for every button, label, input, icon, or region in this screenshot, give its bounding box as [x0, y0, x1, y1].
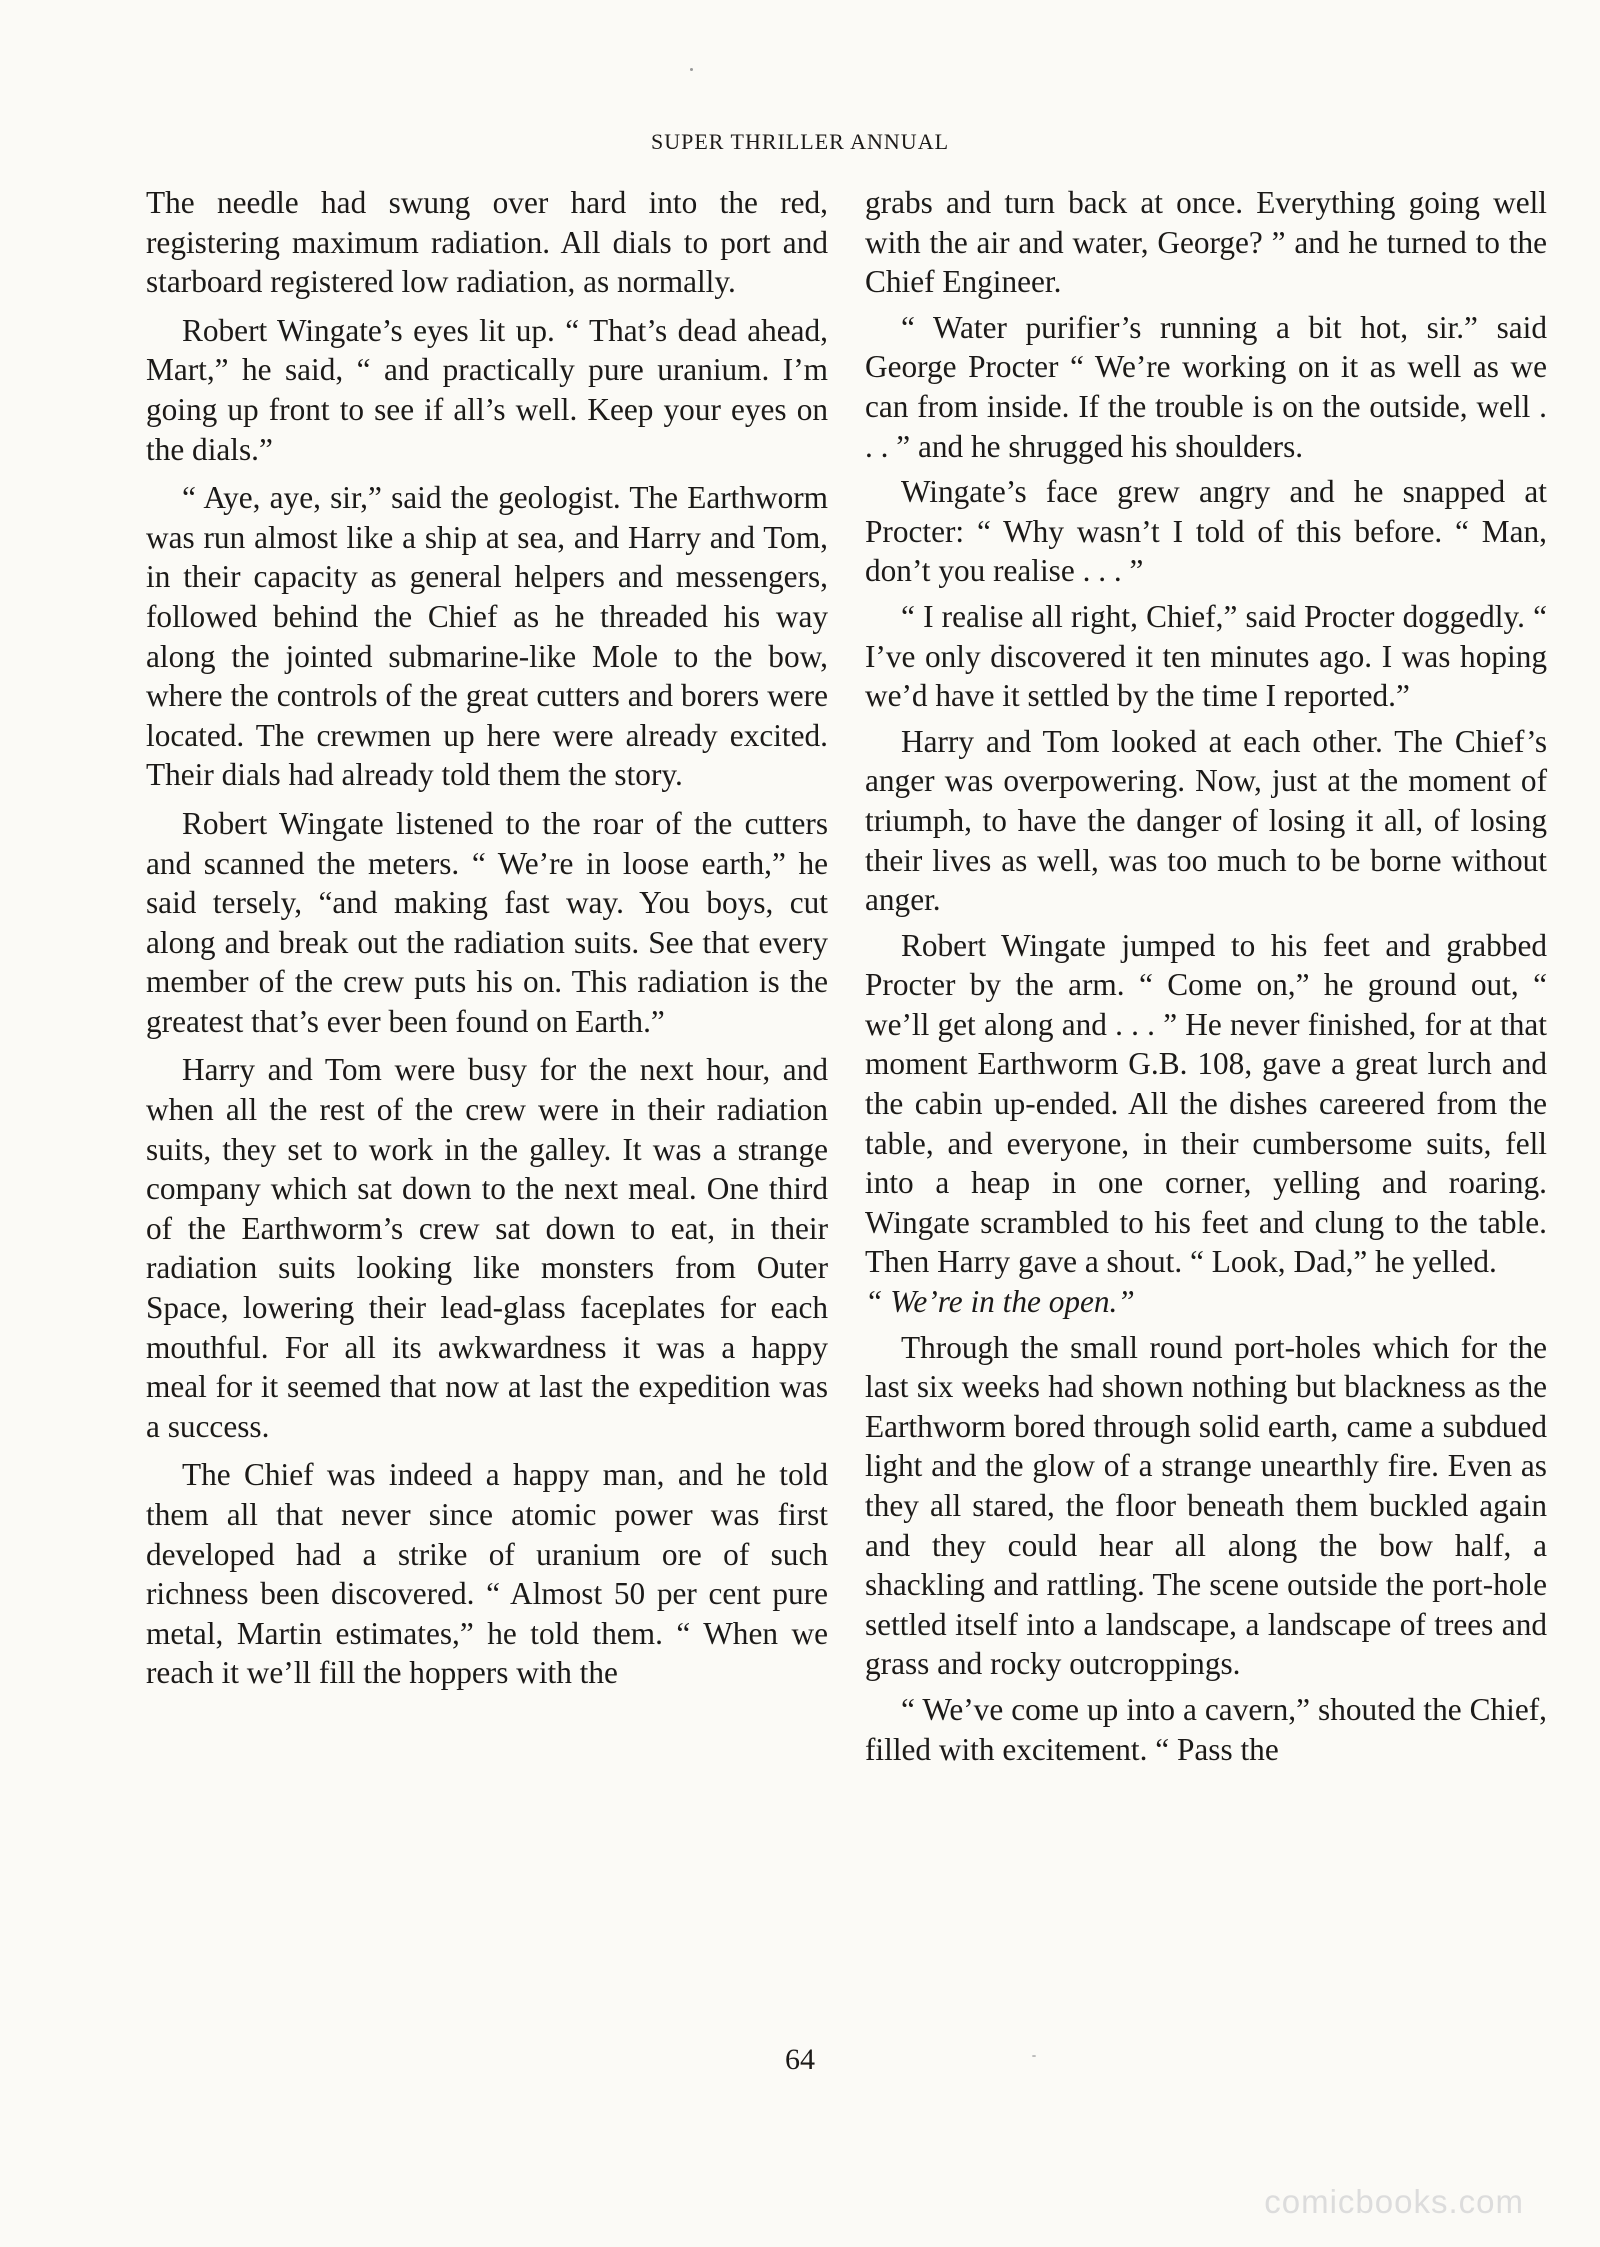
left-column — [146, 183, 828, 1693]
paragraph: “ Water purifier’s running a bit hot, sir.” said George Procter “ We’re working on it as well as we can from inside. If the trouble is on the outside, well . . . ” and he shrugged his shoulders. — [865, 309, 1547, 464]
page-number: 64 — [785, 2043, 815, 2076]
paragraph: Through the small round port-holes which for the last six weeks had shown nothing but blackness as the Earthworm bored through solid earth, came a subdued light and the glow of a strange unearthly fire. Even as they all stared, the floor beneath them buckled again and they could hear all along the bow half, a shackling and rattling. The scene outside the port-hole settled itself into a landscape, a landscape of trees and grass and rocky outcroppings. — [865, 1329, 1547, 1682]
paragraph: Robert Wingate jumped to his feet and grabbed Procter by the arm. “ Come on,” he ground out, “ we’ll get along and . . . ” He never finished, for at that moment Earthworm G.B. 108, gave a great lurch and the cabin up-ended. All the dishes careered from the table, and everyone, in their cumbersome suits, fell into a heap in one corner, yelling and roaring. Wingate scrambled to his feet and clung to the table. Then Harry gave a shout. “ Look, Dad,” he yelled. — [865, 927, 1547, 1280]
paragraph: Harry and Tom looked at each other. The Chief’s anger was overpowering. Now, just at the moment of triumph, to have the danger of losing it all, of losing their lives as well, was too much to be borne without anger. — [865, 723, 1547, 918]
paragraph: The Chief was indeed a happy man, and he told them all that never since atomic power was first developed had a strike of uranium ore of such richness been discovered. “ Almost 50 per cent pure metal, Martin estimates,” he told them. “ When we reach it we’ll fill the hoppers with the — [146, 1457, 828, 1691]
running-header: SUPER THRILLER ANNUAL — [650, 129, 950, 154]
paragraph: “ I realise all right, Chief,” said Procter doggedly. “ I’ve only discovered it ten minutes ago. I was hoping we’d have it settled by the time I reported.” — [865, 598, 1547, 714]
paragraph: Robert Wingate listened to the roar of the cutters and scanned the meters. “ We’re in loose earth,” he said tersely, “and making fast way. You boys, cut along and break out the radiation suits. See that every member of the crew puts his on. This radiation is the greatest that’s ever been found on Earth.” — [146, 805, 828, 1039]
paragraph: The needle had swung over hard into the red, registering maximum radiation. All dials to port and starboard registered low radiation, as normally. — [146, 185, 828, 300]
paragraph: Wingate’s face grew angry and he snapped at Procter: “ Why wasn’t I told of this before. “ Man, don’t you realise . . . ” — [865, 474, 1547, 589]
paragraph: Robert Wingate’s eyes lit up. “ That’s dead ahead, Mart,” he said, “ and practically pure uranium. I’m going up front to see if all’s well. Keep your eyes on the dials.” — [146, 312, 828, 467]
paragraph: grabs and turn back at once. Everything going well with the air and water, George? ” and he turned to the Chief Engineer. — [865, 185, 1547, 300]
paragraph: “ Aye, aye, sir,” said the geologist. The Earthworm was run almost like a ship at sea, and Harry and Tom, in their capacity as general helpers and messengers, followed behind the Chief as he threaded his way along the jointed submarine-like Mole to the bow, where the controls of the great cutters and borers were located. The crewmen up here were already excited. Their dials had already told them the story. — [146, 480, 828, 793]
paragraph: “ We’ve come up into a cavern,” shouted the Chief, filled with excitement. “ Pass the — [865, 1691, 1547, 1767]
paper-speck — [690, 68, 693, 71]
paragraph: Harry and Tom were busy for the next hour, and when all the rest of the crew were in their radiation suits, they set to work in the galley. It was a strange company which sat down to the next meal. One third of the Earthworm’s crew sat down to eat, in their radiation suits looking like monsters from Outer Space, lowering their lead-glass faceplates for each mouthful. For all its awkwardness it was a happy meal for it seemed that now at last the expedition was a success. — [146, 1052, 828, 1444]
right-column — [865, 183, 1547, 1769]
italic-line: “ We’re in the open.” — [865, 1284, 1135, 1320]
watermark: comicbooks.com — [1264, 2183, 1524, 2220]
